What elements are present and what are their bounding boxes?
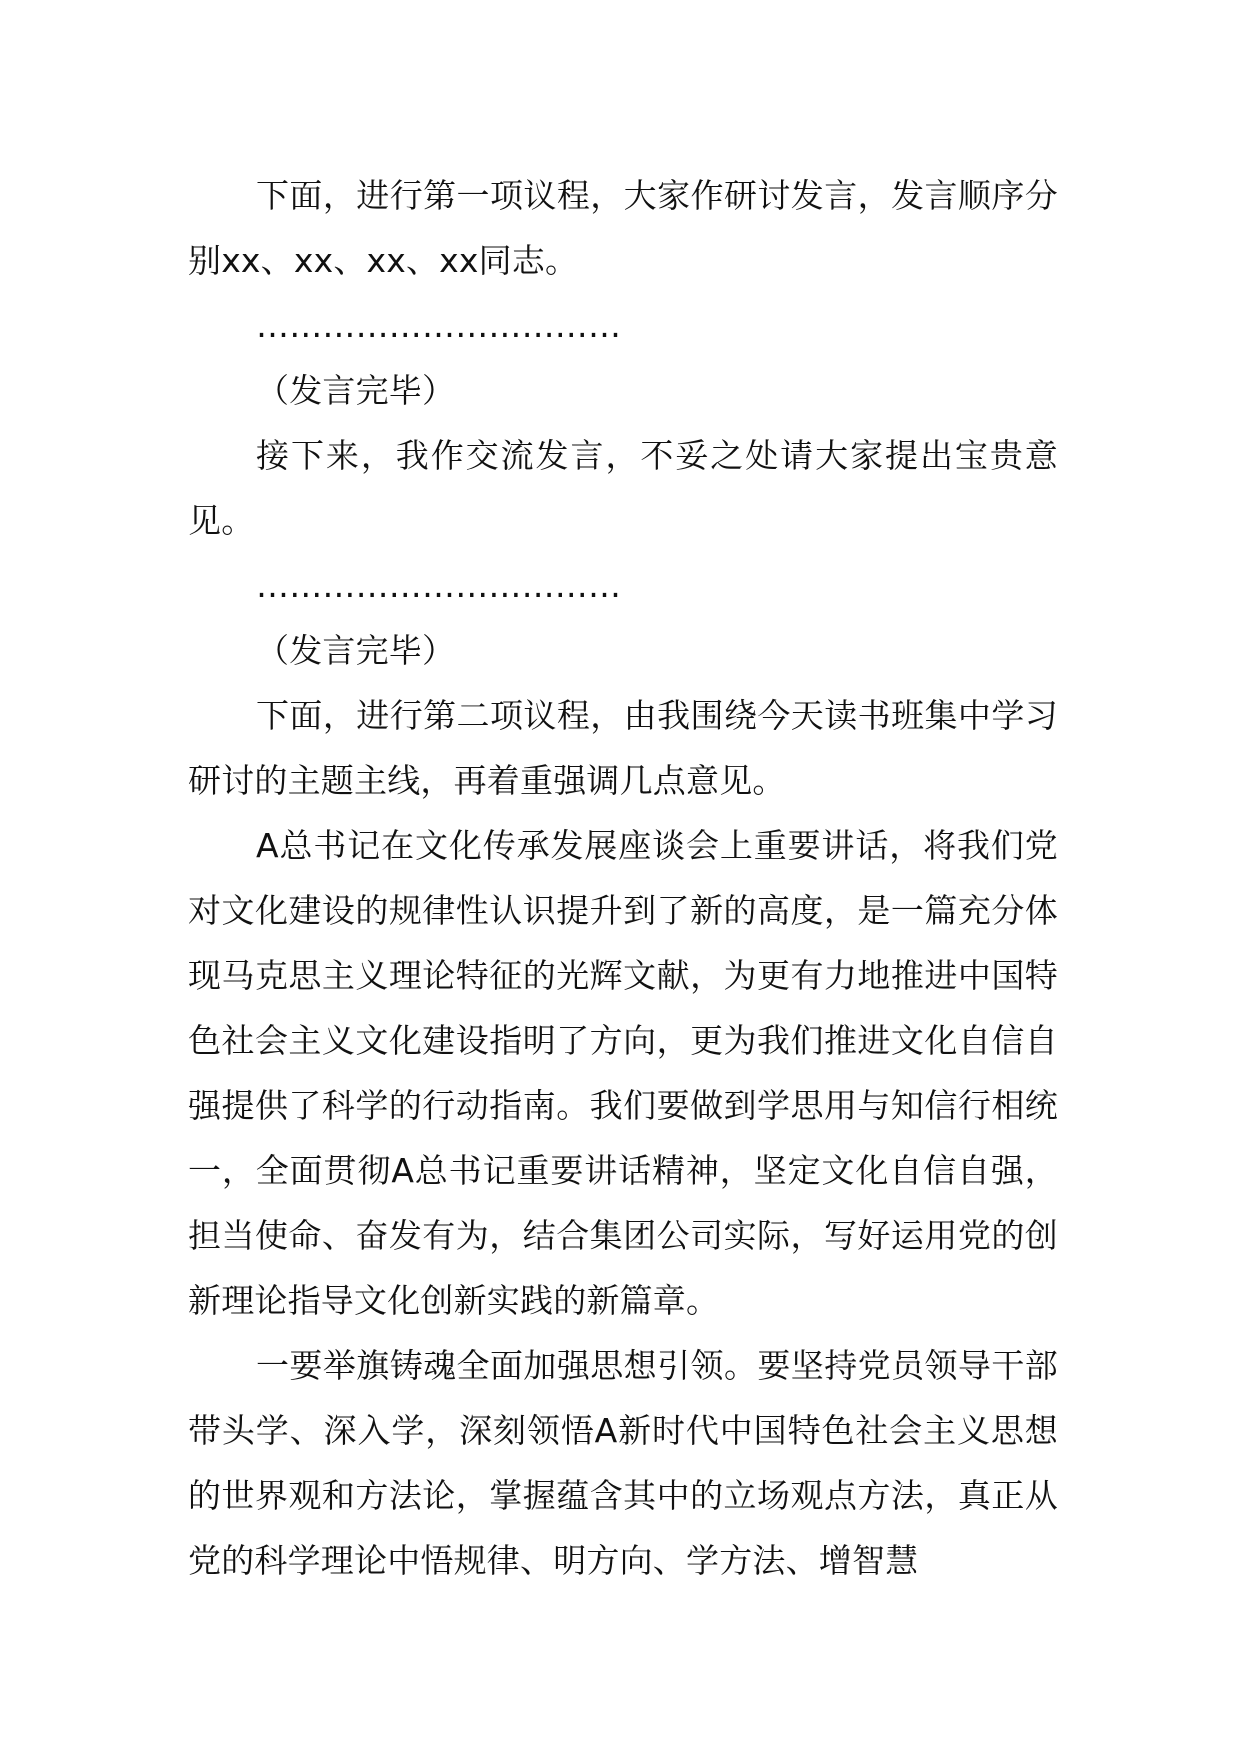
paragraph-agenda-two: 下面，进行第二项议程，由我围绕今天读书班集中学习研讨的主题主线，再着重强调几点意见。 <box>188 696 1058 800</box>
paragraph-important-speech: A总书记在文化传承发展座谈会上重要讲话，将我们党对文化建设的规律性认识提升到了新的高度，是一篇充分体现马克思主义理论特征的光辉文献，为更有力地推进中国特色社会主义文化建设指明了方向，更为我们推进文化自信自强提供了科学的行动指南。我们要做到学思用与知信行相统一，全面贯彻A总书记重要讲话精神，坚定文化自信自强，担当使命、奋发有为，结合集团公司实际，写好运用党的创新理论指导文化创新实践的新篇章。 <box>188 826 1058 1320</box>
document-body <box>188 163 1058 1593</box>
speech-end-note: （发言完毕） <box>256 631 456 670</box>
ellipsis-line: …………………………… <box>256 306 622 345</box>
ellipsis-line: …………………………… <box>256 566 622 605</box>
speech-end-note: （发言完毕） <box>256 371 456 410</box>
paragraph-agenda-one: 下面，进行第一项议程，大家作研讨发言，发言顺序分别xx、xx、xx、xx同志。 <box>188 176 1058 280</box>
paragraph-point-one: 一要举旗铸魂全面加强思想引领。要坚持党员领导干部带头学、深入学，深刻领悟A新时代中国特色社会主义思想的世界观和方法论，掌握蕴含其中的立场观点方法，真正从党的科学理论中悟规律、明方向、学方法、增智慧 <box>188 1346 1058 1580</box>
paragraph-exchange-speech: 接下来，我作交流发言，不妥之处请大家提出宝贵意见。 <box>188 436 1058 540</box>
